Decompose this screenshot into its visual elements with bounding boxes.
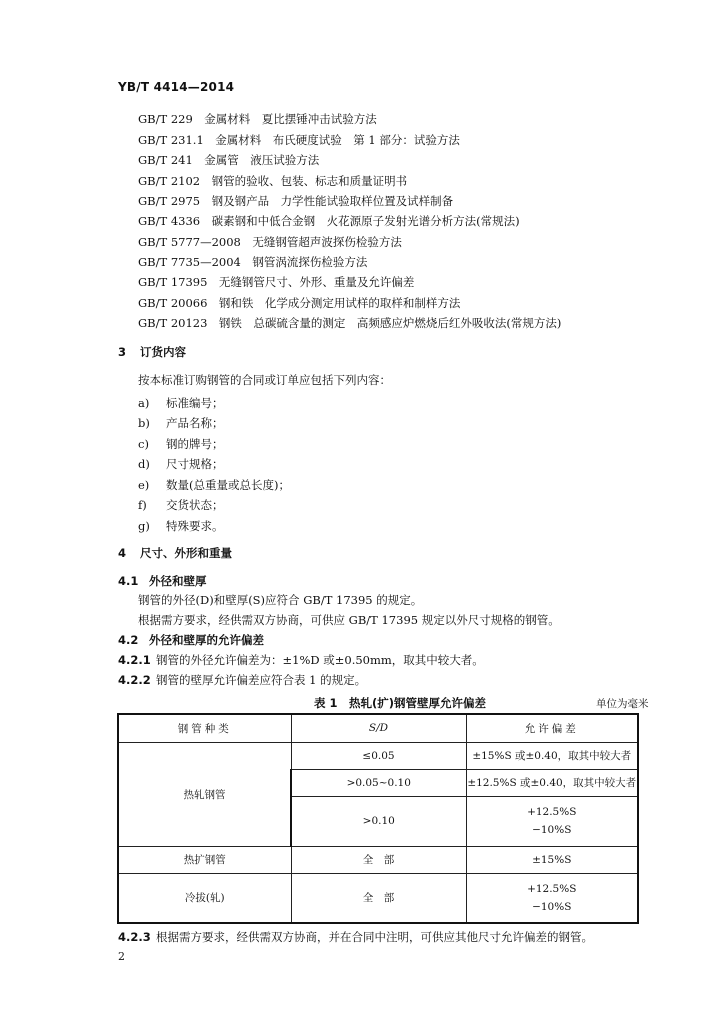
table-cell: ±12.5%S 或±0.40，取其中较大者 [466, 769, 638, 796]
standard-number-header: YB/T 4414—2014 [118, 80, 235, 94]
table-cell: ±15%S [466, 846, 638, 873]
reference-item: GB/T 2975 钢及钢产品 力学性能试验取样位置及试样制备 [138, 194, 454, 208]
wall-thickness-tolerance-table [117, 713, 639, 924]
section-title: 尺寸、外形和重量 [140, 546, 232, 560]
section-title: 外径和壁厚 [149, 574, 207, 588]
list-item: f) 交货状态； [138, 498, 224, 512]
section-4-2-1: 4.2.1 钢管的外径允许偏差为：±1%D 或±0.50mm，取其中较大者。 [118, 653, 484, 667]
reference-item: GB/T 4336 碳素钢和中低合金钢 火花源原子发射光谱分析方法(常规法) [138, 214, 520, 228]
section-number: 3 [118, 345, 127, 359]
page-number: 2 [118, 950, 125, 963]
list-item: b) 产品名称； [138, 416, 224, 430]
section-3-intro: 按本标准订购钢管的合同或订单应包括下列内容： [138, 373, 391, 387]
reference-item: GB/T 2102 钢管的验收、包装、标志和质量证明书 [138, 174, 408, 188]
reference-item: GB/T 20123 钢铁 总碳硫含量的测定 高频感应炉燃烧后红外吸收法(常规方法) [138, 316, 562, 330]
section-number: 4.2.1 [118, 653, 151, 667]
reference-item: GB/T 17395 无缝钢管尺寸、外形、重量及允许偏差 [138, 275, 415, 289]
table-row [118, 846, 638, 873]
group-cell: 冷拔(轧) [118, 873, 291, 923]
section-number: 4.2.3 [118, 930, 151, 944]
table-cell: >0.10 [291, 796, 466, 846]
reference-item: GB/T 7735—2004 钢管涡流探伤检验方法 [138, 255, 368, 269]
group-cell: 热轧钢管 [118, 742, 291, 846]
group-cell: 热扩钢管 [118, 846, 291, 873]
reference-item: GB/T 241 金属管 液压试验方法 [138, 153, 320, 167]
table-cell: 全 部 [291, 873, 466, 923]
reference-item: GB/T 5777—2008 无缝钢管超声波探伤检验方法 [138, 235, 402, 249]
table-cell: ±15%S 或±0.40，取其中较大者 [466, 742, 638, 769]
reference-item: GB/T 231.1 金属材料 布氏硬度试验 第 1 部分：试验方法 [138, 133, 460, 147]
header-cell: S/D [291, 714, 466, 742]
list-item: c) 钢的牌号； [138, 437, 224, 451]
table-header-row [118, 714, 638, 742]
list-item: e) 数量(总重量或总长度)； [138, 478, 290, 492]
reference-item: GB/T 20066 钢和铁 化学成分测定用试样的取样和制样方法 [138, 296, 461, 310]
list-item: a) 标准编号； [138, 396, 224, 410]
section-number: 4.1 [118, 574, 139, 588]
section-4-2-2: 4.2.2 钢管的壁厚允许偏差应符合表 1 的规定。 [118, 673, 367, 687]
section-4-1-paragraph-1: 钢管的外径(D)和壁厚(S)应符合 GB/T 17395 的规定。 [138, 593, 423, 607]
section-4-2-heading [118, 632, 264, 648]
section-3-heading [118, 344, 186, 360]
section-number: 4.2 [118, 633, 139, 647]
table-cell: >0.05~0.10 [291, 769, 466, 796]
table-unit-note: 单位为毫米 [596, 698, 649, 710]
section-number: 4.2.2 [118, 673, 151, 687]
table-row [118, 873, 638, 923]
section-title: 外径和壁厚的允许偏差 [149, 633, 264, 647]
list-item: g) 特殊要求。 [138, 519, 224, 533]
section-4-heading [118, 545, 232, 561]
table-cell: +12.5%S −10%S [466, 796, 638, 846]
reference-item: GB/T 229 金属材料 夏比摆锤冲击试验方法 [138, 112, 377, 126]
table-cell: 全 部 [291, 846, 466, 873]
list-item: d) 尺寸规格； [138, 457, 224, 471]
section-4-1-heading [118, 573, 207, 589]
section-4-2-3: 4.2.3 根据需方要求，经供需双方协商，并在合同中注明，可供应其他尺寸允许偏差的钢管。 [118, 930, 593, 944]
section-number: 4 [118, 546, 127, 560]
table-cell: +12.5%S −10%S [466, 873, 638, 923]
header-cell: 钢管种类 [118, 714, 291, 742]
table-caption: 表 1 热轧(扩)钢管壁厚允许偏差 [313, 696, 486, 710]
section-4-1-paragraph-2: 根据需方要求，经供需双方协商，可供应 GB/T 17395 规定以外尺寸规格的钢管。 [138, 613, 560, 627]
header-cell: 允许偏差 [466, 714, 638, 742]
table-cell: ≤0.05 [291, 742, 466, 769]
table-row [118, 742, 638, 769]
section-title: 订货内容 [140, 345, 186, 359]
